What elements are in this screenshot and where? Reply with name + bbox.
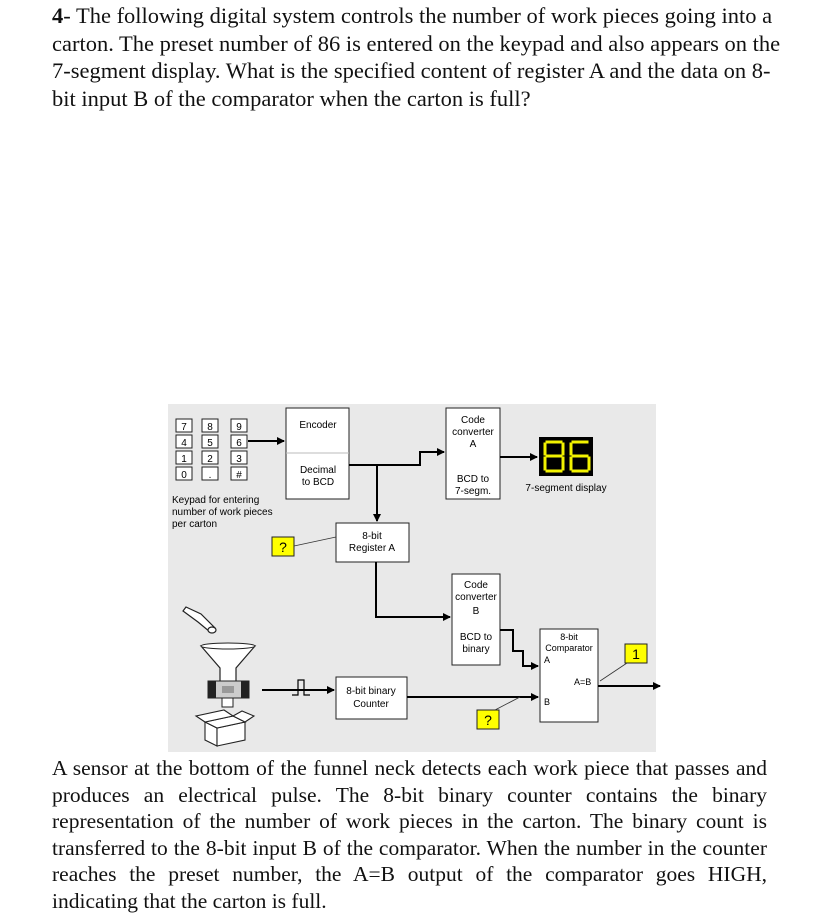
svg-text:number of work pieces: number of work pieces [172,507,273,518]
converter-a-label: converter [452,427,494,438]
key: 4 [181,438,187,449]
comparator-title: 8-bit [560,632,578,642]
key: 7 [181,422,187,433]
encoder-sub-label: to BCD [301,477,335,488]
converter-a-label: Code [461,415,485,426]
key: 6 [236,438,242,449]
converter-b-label: binary [462,644,490,655]
key: 9 [236,422,242,433]
converter-b-label: Code [464,580,488,591]
key: 3 [236,454,242,465]
key: 5 [207,438,213,449]
key: 0 [181,470,187,481]
explanation-text: A sensor at the bottom of the funnel neck detects each work piece that passes and produces an electrical pulse. The 8-bit binary counter contains the binary representation of the number of work pieces in the carton. The binary count is transferred to the 8-bit input B of the comparator. When the number in the counter reaches the preset number, the A=B output of the comparator goes HIGH, indicating that the carton is full. [52,756,767,913]
comparator-input-a: A [544,655,551,665]
comparator-output-value: 1 [632,646,640,662]
key: . [208,470,212,481]
encoder-sub-label: Decimal [299,465,337,476]
register-a-label: Register A [348,543,396,554]
register-a-label: 8-bit [362,531,382,542]
comparator-title: Comparator [545,643,593,653]
encoder-label: Encoder [299,420,337,431]
svg-text:Keypad for entering: Keypad for entering [172,495,260,506]
key: # [236,470,242,481]
seven-segment-display [539,437,593,476]
svg-text:per carton: per carton [172,519,218,530]
key: 2 [207,454,213,465]
converter-a-label: BCD to [456,474,490,485]
question-number: 4 [52,3,64,28]
counter-label: Counter [353,699,389,710]
converter-a-label: A [469,439,477,450]
question-body: - The following digital system controls the number of work pieces going into a carton. The preset number of 86 is entered on the keypad and also appears on the 7-segment display. What is the specified content of register A and the data on 8-bit input B of the comparator when the carton is full? [52,3,781,111]
key: 8 [207,422,213,433]
converter-a-label: 7-segm. [454,486,492,497]
register-a-question: ? [279,539,287,555]
key: 1 [181,454,187,465]
converter-b-label: B [472,606,480,617]
display-label: 7-segment display [525,483,607,494]
counter-block [336,677,407,719]
converter-b-label: BCD to [459,632,493,643]
converter-b-label: converter [455,592,497,603]
comparator-output-label: A=B [574,677,592,687]
input-b-question: ? [484,712,492,728]
counter-label: 8-bit binary [346,686,396,697]
comparator-input-b: B [544,697,551,707]
